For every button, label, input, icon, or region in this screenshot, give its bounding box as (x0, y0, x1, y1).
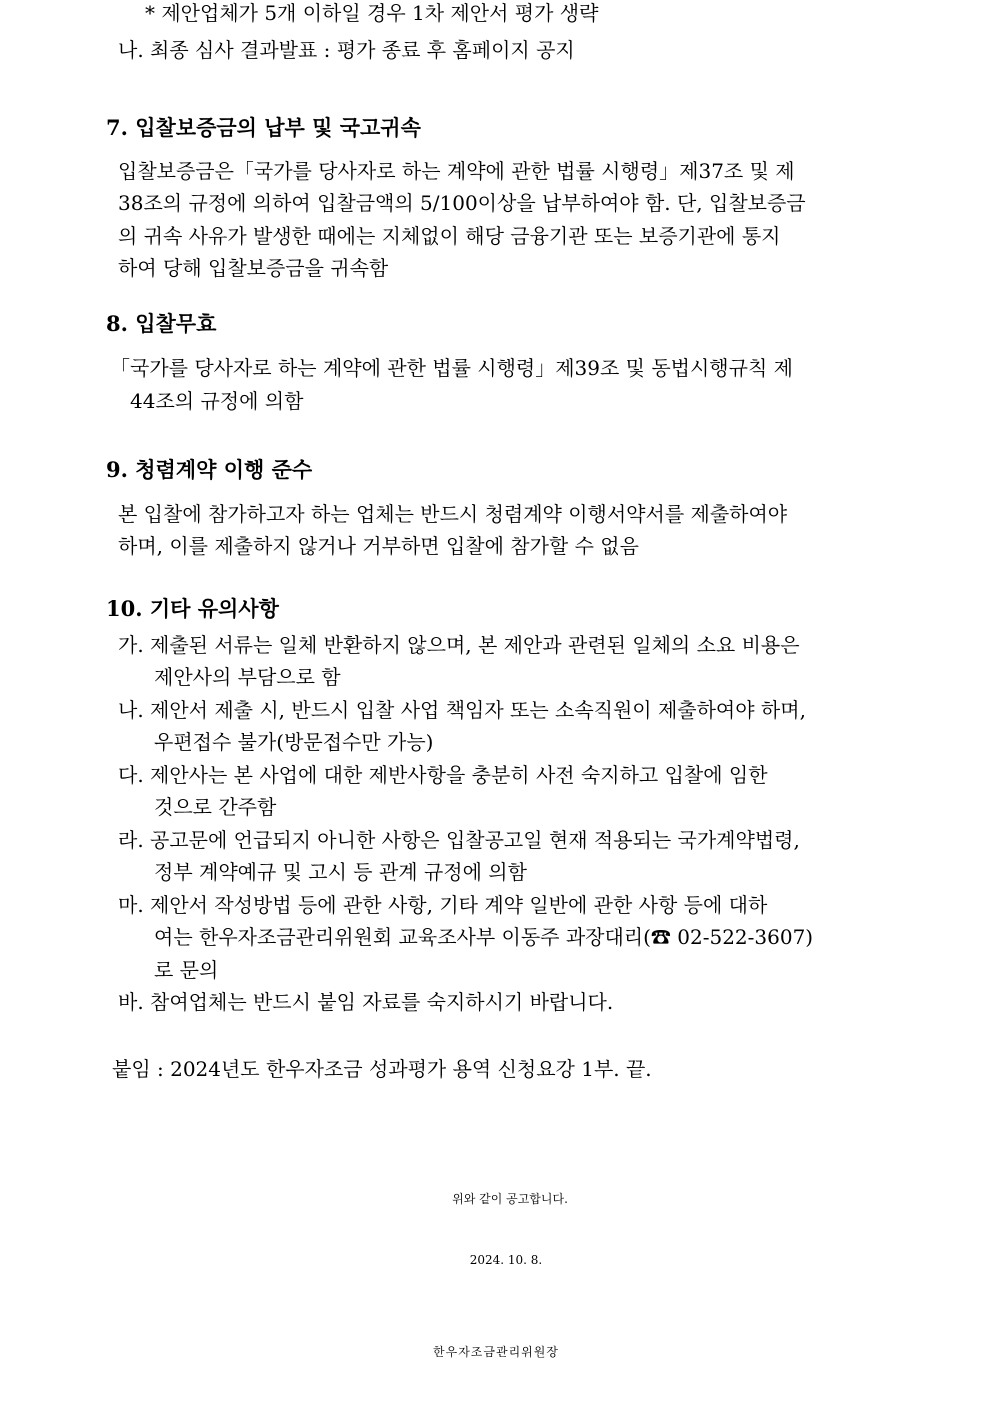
section-8-line-1: 「국가를 당사자로 하는 계약에 관한 법률 시행령」제39조 및 동법시행규칙 제 (110, 356, 793, 380)
section-8-line-2: 44조의 규정에 의함 (130, 389, 304, 413)
evaluation-note: * 제안업체가 5개 이하일 경우 1차 제안서 평가 생략 (145, 1, 599, 25)
signatory-name: 한우자조금관리위원장 (433, 1345, 559, 1359)
notice-item-da: 다. 제안사는 본 사업에 대한 제반사항을 충분히 사전 숙지하고 입찰에 임한 (118, 763, 768, 787)
section-7-line-1: 입찰보증금은「국가를 당사자로 하는 계약에 관한 법률 시행령」제37조 및 제 (118, 159, 795, 183)
notice-item-ma: 마. 제안서 작성방법 등에 관한 사항, 기타 계약 일반에 관한 사항 등에 대하 (118, 893, 768, 917)
notice-item-ga: 가. 제출된 서류는 일체 반환하지 않으며, 본 제안과 관련된 일체의 소요 비용은 (118, 633, 800, 657)
section-7-line-2: 38조의 규정에 의하여 입찰금액의 5/100이상을 납부하여야 함. 단, 입찰보증금 (118, 191, 806, 215)
section-9-line-1: 본 입찰에 참가하고자 하는 업체는 반드시 청렴계약 이행서약서를 제출하여야 (118, 502, 788, 526)
notice-item-na: 나. 제안서 제출 시, 반드시 입찰 사업 책임자 또는 소속직원이 제출하여야 하며, (118, 698, 806, 722)
notice-item-da-cont: 것으로 간주함 (154, 795, 277, 819)
notice-item-ma-cont-2: 로 문의 (154, 958, 219, 982)
notice-item-na-cont: 우편접수 불가(방문접수만 가능) (154, 730, 434, 754)
attachment-line: 붙임 : 2024년도 한우자조금 성과평가 용역 신청요강 1부. 끝. (112, 1057, 652, 1081)
notice-item-ra-cont: 정부 계약예규 및 고시 등 관계 규정에 의함 (154, 860, 527, 884)
notice-item-ga-cont: 제안사의 부담으로 함 (154, 665, 341, 689)
section-7-heading: 7. 입찰보증금의 납부 및 국고귀속 (106, 115, 421, 140)
section-8-heading: 8. 입찰무효 (106, 311, 217, 336)
closing-statement: 위와 같이 공고합니다. (452, 1192, 568, 1206)
result-announcement-item: 나. 최종 심사 결과발표 : 평가 종료 후 홈페이지 공지 (118, 38, 575, 62)
notice-date: 2024. 10. 8. (469, 1253, 543, 1267)
section-9-line-2: 하며, 이를 제출하지 않거나 거부하면 입찰에 참가할 수 없음 (118, 534, 639, 558)
section-10-heading: 10. 기타 유의사항 (106, 596, 279, 621)
section-7-line-4: 하여 당해 입찰보증금을 귀속함 (118, 256, 389, 280)
section-9-heading: 9. 청렴계약 이행 준수 (106, 457, 313, 482)
notice-item-ma-cont: 여는 한우자조금관리위원회 교육조사부 이동주 과장대리(☎ 02-522-3607) (154, 925, 814, 949)
notice-item-ba: 바. 참여업체는 반드시 붙임 자료를 숙지하시기 바랍니다. (118, 990, 614, 1014)
section-7-line-3: 의 귀속 사유가 발생한 때에는 지체없이 해당 금융기관 또는 보증기관에 통지 (118, 224, 781, 248)
notice-item-ra: 라. 공고문에 언급되지 아니한 사항은 입찰공고일 현재 적용되는 국가계약법령, (118, 828, 800, 852)
